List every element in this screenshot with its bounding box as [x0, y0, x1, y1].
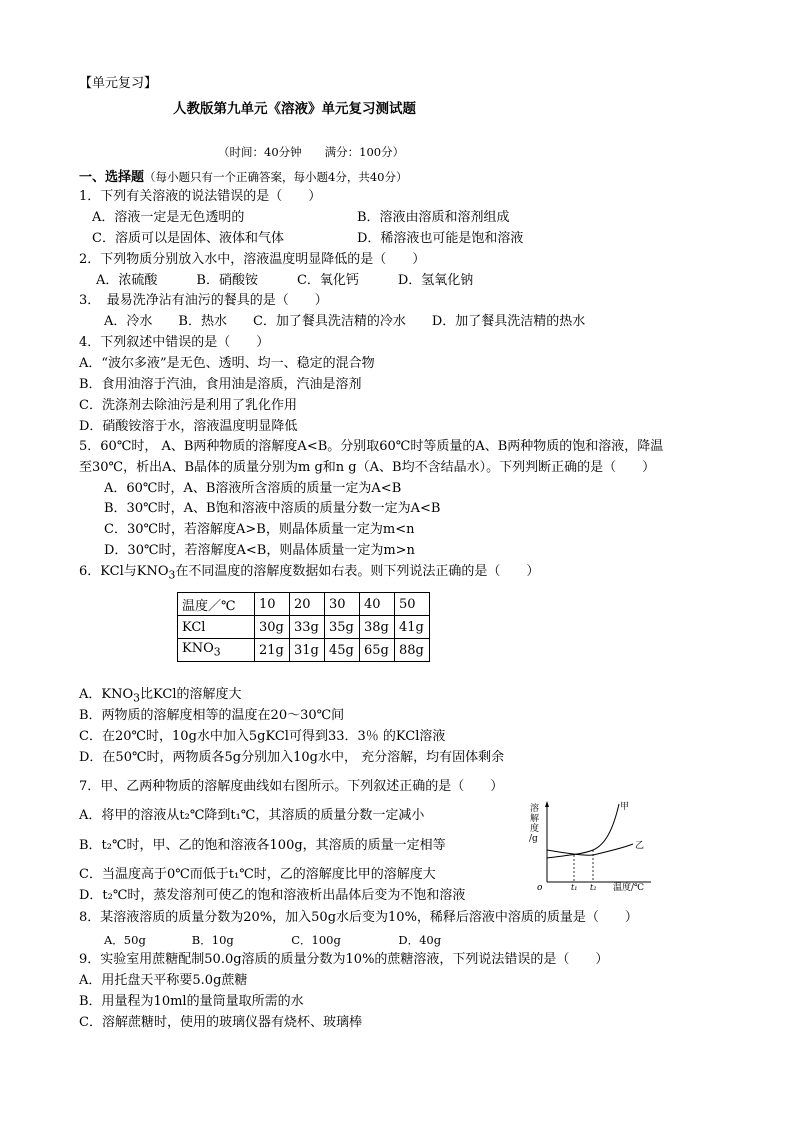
q6-option-a-subscript: 3: [133, 691, 141, 705]
x-axis-label: 温度/℃: [613, 883, 645, 892]
y-axis-label-4: /g: [529, 834, 538, 844]
q1-option-b: B．溶液由溶质和溶剂组成: [357, 210, 510, 225]
q6-option-a-text: A．KNO: [79, 687, 134, 702]
solubility-curve-graph: [525, 800, 655, 892]
curve-jia-label: 甲: [620, 802, 630, 812]
q4-stem: 4．下列叙述中错误的是（ ）: [79, 335, 270, 350]
q2-stem: 2．下列物质分别放入水中，溶液温度明显降低的是（ ）: [79, 252, 426, 267]
q5-stem-line1: 5．60℃时， A、B两种物质的溶解度A<B。分别取60℃时等质量的A、B两种物质的饱和溶液，降温: [79, 439, 664, 454]
origin-label: o: [537, 883, 543, 892]
curve-jia: [547, 804, 619, 858]
q1-option-a: A．溶液一定是无色透明的: [92, 210, 245, 225]
section-title: 一、选择题: [79, 170, 145, 185]
q3-options: A．冷水 B．热水 C．加了餐具洗洁精的冷水 D．加了餐具洗洁精的热水: [104, 314, 586, 329]
q1-option-c: C．溶质可以是固体、液体和气体: [92, 231, 284, 246]
y-axis-label-1: 溶: [530, 804, 540, 814]
q4-option-c: C．洗涤剂去除油污是利用了乳化作用: [79, 398, 297, 413]
page-title: 人教版第九单元《溶液》单元复习测试题: [173, 101, 416, 117]
table-header-cell: 温度／℃: [178, 593, 255, 616]
table-header-cell: 50: [395, 593, 430, 616]
table-row: [178, 616, 430, 639]
q6-option-c: C．在20℃时，10g水中加入5gKCl可得到33．3％ 的KCl溶液: [79, 729, 446, 744]
q6-stem: [79, 563, 539, 585]
q9-option-c: C．溶解蔗糖时，使用的玻璃仪器有烧杯、玻璃棒: [79, 1015, 362, 1030]
q3-stem: 3． 最易洗净沾有油污的餐具的是（ ）: [79, 293, 328, 308]
y-axis-label-2: 解: [530, 814, 540, 824]
y-axis-arrow-icon: [545, 801, 549, 807]
curve-yi-label: 乙: [635, 841, 645, 851]
kno3-label: KNO: [182, 641, 214, 657]
q6-stem-subscript: 3: [168, 568, 176, 582]
curve-yi: [547, 844, 633, 855]
table-row: [178, 639, 430, 662]
q8-stem: 8．某溶液溶质的质量分数为20%，加入50g水后变为10%，稀释后溶液中溶质的质量是（ ）: [79, 910, 638, 925]
exam-meta: （时间：40分钟 满分：100分）: [218, 145, 405, 159]
table-row: [178, 593, 430, 616]
solubility-table: [177, 592, 430, 662]
q4-option-d: D．硝酸铵溶于水，溶液温度明显降低: [79, 419, 298, 434]
q1-stem: 1．下列有关溶液的说法错误的是（ ）: [79, 189, 322, 204]
table-cell: 30g: [255, 616, 290, 639]
q7-option-a: A．将甲的溶液从t₂℃降到t₁℃，其溶质的质量分数一定减小: [79, 808, 425, 823]
table-cell: 31g: [290, 639, 325, 662]
q6-option-a-text-end: 比KCl的溶解度大: [140, 687, 242, 702]
table-cell: 88g: [395, 639, 430, 662]
t2-label: t₂: [590, 883, 597, 892]
q2-options: A．浓硫酸 B．硝酸铵 C．氧化钙 D．氢氧化钠: [96, 273, 474, 288]
q7-stem: 7．甲、乙两种物质的溶解度曲线如右图所示。下列叙述正确的是（ ）: [79, 779, 504, 794]
q6-option-d: D．在50℃时，两物质各5g分别加入10g水中， 充分溶解，均有固体剩余: [79, 750, 505, 765]
table-header-cell: 10: [255, 593, 290, 616]
kno3-subscript: 3: [213, 645, 221, 659]
q7-option-b: B．t₂℃时，甲、乙的饱和溶液各100g，其溶质的质量一定相等: [79, 838, 446, 853]
q8-options: A．50g B．10g C．100g D．40g: [104, 933, 442, 947]
table-cell: 65g: [360, 639, 395, 662]
q5-option-c: C．30℃时，若溶解度A>B，则晶体质量一定为m<n: [104, 522, 415, 537]
q4-option-a: A．“波尔多液”是无色、透明、均一、稳定的混合物: [79, 356, 375, 371]
q9-stem: 9．实验室用蔗糖配制50.0g溶质的质量分数为10%的蔗糖溶液，下列说法错误的是（ ）: [79, 952, 609, 967]
q5-option-d: D．30℃时，若溶解度A<B，则晶体质量一定为m>n: [104, 543, 415, 558]
q9-option-b: B．用量程为10ml的量筒量取所需的水: [79, 994, 304, 1009]
table-cell: KCl: [178, 616, 255, 639]
q1-option-d: D．稀溶液也可能是饱和溶液: [357, 231, 524, 246]
q5-stem-line2: 至30℃，析出A、B晶体的质量分别为m g和n g（A、B均不含结晶水）。下列判断正确的是（ ）: [79, 460, 656, 475]
table-cell: 38g: [360, 616, 395, 639]
table-cell: 33g: [290, 616, 325, 639]
table-cell: 21g: [255, 639, 290, 662]
q5-option-a: A．60℃时，A、B溶液所含溶质的质量一定为A<B: [104, 481, 402, 496]
section-heading: [79, 168, 407, 187]
q7-option-c: C．当温度高于0℃而低于t₁℃时，乙的溶解度比甲的溶解度大: [79, 867, 436, 882]
table-header-cell: 40: [360, 593, 395, 616]
unit-review-tag: 【单元复习】: [79, 76, 158, 91]
y-axis-label-3: 度: [530, 824, 540, 834]
table-header-cell: 30: [325, 593, 360, 616]
q4-option-b: B．食用油溶于汽油，食用油是溶质，汽油是溶剂: [79, 377, 362, 392]
q6-option-b: B．两物质的溶解度相等的温度在20～30℃间: [79, 708, 345, 723]
t1-label: t₁: [571, 883, 578, 892]
table-cell: 35g: [325, 616, 360, 639]
q7-option-d: D．t₂℃时，蒸发溶剂可使乙的饱和溶液析出晶体后变为不饱和溶液: [79, 888, 466, 903]
q6-stem-text: 6．KCl与KNO: [79, 564, 169, 579]
table-cell: 41g: [395, 616, 430, 639]
table-header-cell: 20: [290, 593, 325, 616]
table-cell: 45g: [325, 639, 360, 662]
q9-option-a: A．用托盘天平称要5.0g蔗糖: [79, 973, 248, 988]
section-note: （每小题只有一个正确答案，每小题4分，共40分）: [144, 170, 408, 184]
table-cell: [178, 639, 255, 662]
q6-stem-text-end: 在不同温度的溶解度数据如右表。则下列说法正确的是（ ）: [175, 564, 540, 579]
q6-option-a: [79, 686, 242, 708]
q5-option-b: B．30℃时，A、B饱和溶液中溶质的质量分数一定为A<B: [104, 501, 441, 516]
